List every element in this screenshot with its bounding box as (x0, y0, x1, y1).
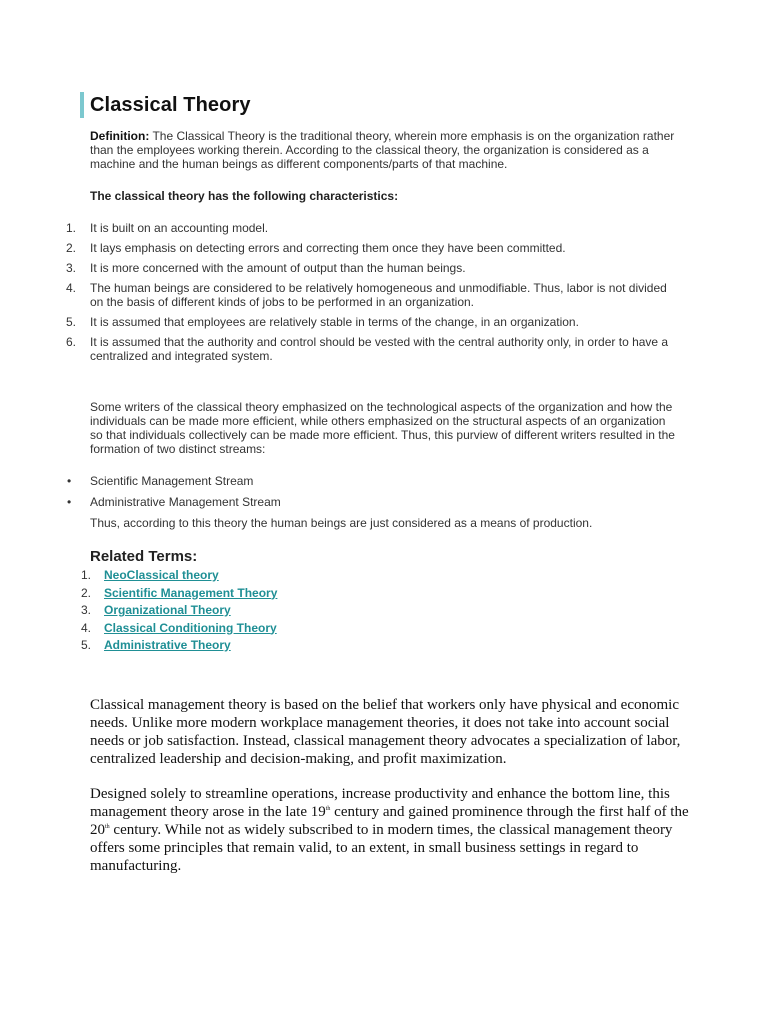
list-item (0, 638, 680, 656)
list-number: 1. (81, 568, 92, 582)
list-number: 2. (66, 241, 77, 255)
related-link-organizational-theory[interactable]: Organizational Theory (104, 603, 231, 617)
bullet-icon: • (67, 495, 72, 509)
list-item-text: It is assumed that the authority and control should be vested with the central authority only, in order to have a centralized and integrated system. (90, 335, 669, 363)
bullet-icon: • (67, 474, 72, 488)
list-item-text: It is more concerned with the amount of output than the human beings. (90, 261, 466, 275)
list-number: 4. (81, 620, 92, 635)
writers-paragraph: Some writers of the classical theory emphasized on the technological aspects of the organization and how the individuals can be made more efficient, while others emphasized on the structural aspects of an organization so that individuals collectively can be made more efficient. Thus, this purview of different writers resulted in the formation of two distinct streams: (90, 400, 675, 456)
definition-label: Definition: (90, 129, 150, 143)
management-paragraph-1: Classical management theory is based on the belief that workers only have physical and economic needs. Unlike more modern workplace management theories, it does not take into account social needs or job satisfaction. Instead, classical management theory advocates a specialization of labor, centralized leadership and decision-making, and profit maximization. (90, 697, 681, 767)
list-item (0, 221, 680, 235)
ordinal-suffix: th (325, 806, 331, 812)
list-number: 3. (66, 261, 77, 275)
list-item (0, 568, 680, 586)
title-block (80, 92, 251, 118)
list-item (0, 603, 680, 621)
paragraph-text: century. While not as widely subscribed to in modern times, the classical management theory offers some principles that remain valid, to an extent, in small business settings in regard to manufacturing. (90, 822, 673, 874)
paragraph-text: Designed solely to streamline operations, increase productivity and enhance the bottom line, this management theory arose in the late 19 (90, 786, 670, 820)
streams-list (0, 474, 680, 516)
list-number: 4. (66, 281, 77, 295)
list-item (0, 261, 680, 275)
related-link-classical-conditioning-theory[interactable]: Classical Conditioning Theory (104, 620, 277, 635)
management-paragraph-2 (90, 785, 690, 875)
related-link-administrative-theory[interactable]: Administrative Theory (104, 638, 231, 652)
list-item (0, 621, 680, 639)
related-link-neoclassical-theory[interactable]: NeoClassical theory (104, 568, 219, 582)
characteristics-heading: The classical theory has the following characteristics: (90, 189, 399, 203)
list-number: 1. (66, 221, 77, 235)
production-sentence: Thus, according to this theory the human beings are just considered as a means of production. (90, 516, 593, 530)
list-number: 2. (81, 585, 92, 600)
list-item (0, 315, 680, 329)
definition-paragraph (90, 129, 680, 171)
list-item-text: It is built on an accounting model. (90, 221, 269, 235)
related-terms-heading: Related Terms: (90, 548, 198, 565)
list-item (0, 474, 680, 495)
list-item-text: Administrative Management Stream (90, 495, 281, 509)
title-accent-bar (80, 92, 84, 118)
list-item (0, 335, 680, 363)
list-item (0, 495, 680, 516)
paragraph-text: century and gained prominence through the first half of the 20 (90, 804, 689, 838)
list-item-text: The human beings are considered to be relatively homogeneous and unmodifiable. Thus, labor is not divided on the basis of different kinds of jobs to be performed in an organization. (90, 281, 667, 309)
list-number: 5. (66, 315, 77, 329)
list-number: 3. (81, 603, 92, 617)
list-number: 5. (81, 638, 92, 652)
related-terms-list (0, 568, 680, 656)
list-item-text: It lays emphasis on detecting errors and correcting them once they have been committed. (90, 241, 566, 255)
page-title: Classical Theory (90, 93, 251, 116)
list-item (0, 241, 680, 255)
list-item (0, 281, 680, 309)
ordinal-suffix: th (105, 824, 110, 830)
characteristics-list (0, 221, 680, 369)
definition-text: The Classical Theory is the traditional theory, wherein more emphasis is on the organization rather than the employees working therein. According to the classical theory, the organization is considered as a machine and the human beings as different components/parts of that machine. (90, 129, 675, 171)
list-item (0, 586, 680, 604)
list-item-text: Scientific Management Stream (90, 474, 254, 488)
related-link-scientific-management-theory[interactable]: Scientific Management Theory (104, 585, 278, 600)
list-item-text: It is assumed that employees are relatively stable in terms of the change, in an organization. (90, 315, 579, 329)
list-number: 6. (66, 335, 77, 349)
